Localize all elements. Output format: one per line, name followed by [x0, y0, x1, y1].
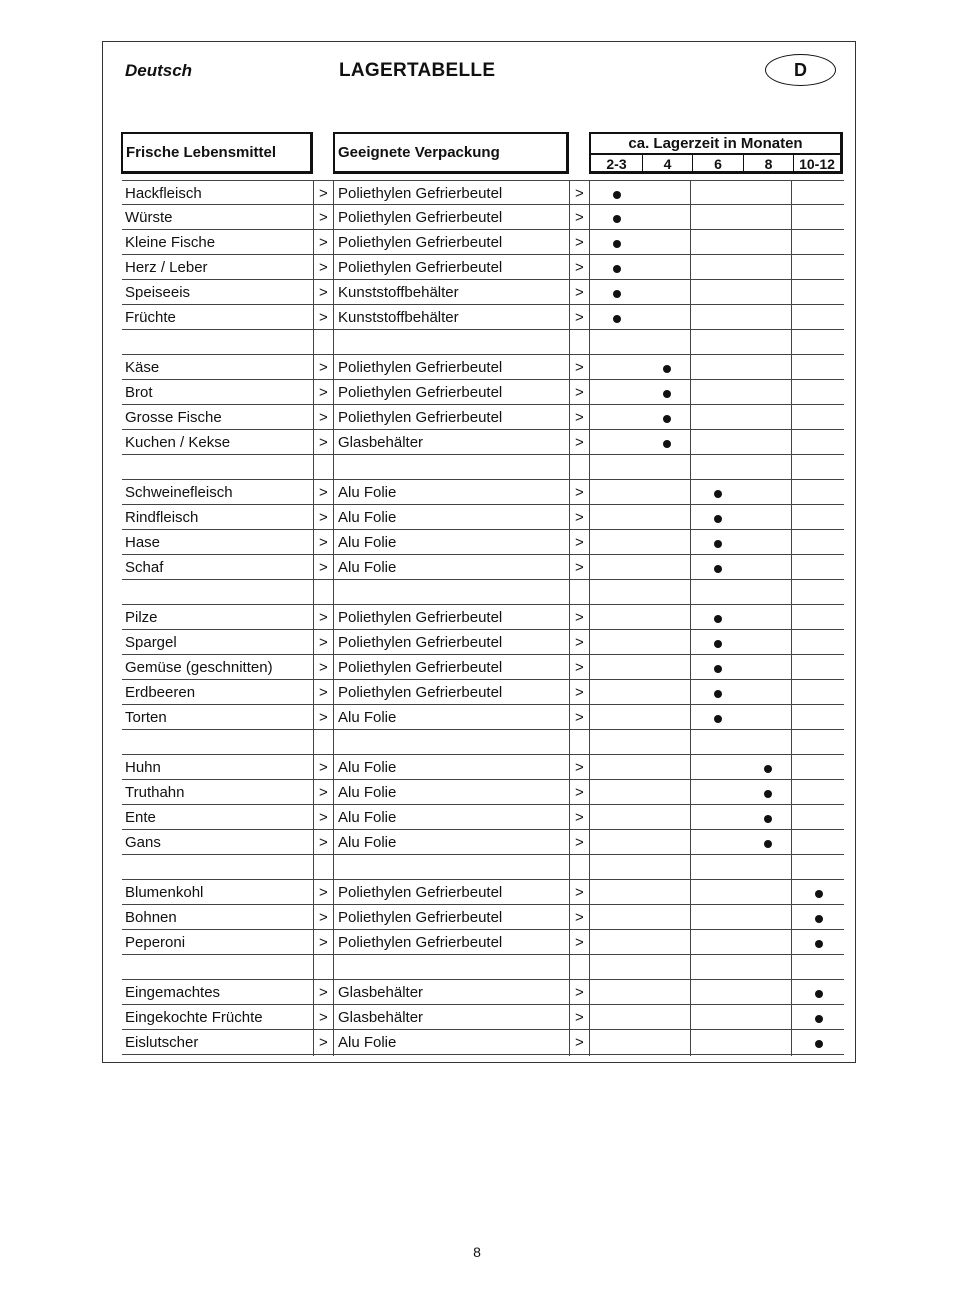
spacer-row — [122, 955, 844, 980]
food-name: Gans — [125, 834, 161, 851]
food-name: Kuchen / Kekse — [125, 434, 231, 451]
packaging-name: Poliethylen Gefrierbeutel — [338, 884, 503, 901]
table-row — [122, 230, 844, 255]
storage-dot — [815, 915, 823, 923]
table-row — [122, 705, 844, 730]
table-row — [122, 605, 844, 630]
arrow-marker: > — [319, 359, 328, 376]
table-row — [122, 1005, 844, 1030]
arrow-marker: > — [319, 309, 328, 326]
table-row — [122, 1030, 844, 1055]
food-name: Eingemachtes — [125, 984, 221, 1001]
storage-dot — [663, 440, 671, 448]
arrow-marker: > — [319, 934, 328, 951]
packaging-name: Alu Folie — [338, 559, 397, 576]
month-columns — [591, 155, 840, 174]
packaging-name: Poliethylen Gefrierbeutel — [338, 609, 503, 626]
storage-dot — [613, 290, 621, 298]
storage-dot — [714, 690, 722, 698]
food-name: Kleine Fische — [125, 234, 216, 251]
food-name: Würste — [125, 209, 173, 226]
food-name: Schaf — [125, 559, 164, 576]
table-row — [122, 805, 844, 830]
packaging-name: Poliethylen Gefrierbeutel — [338, 659, 503, 676]
food-name: Bohnen — [125, 909, 177, 926]
arrow-marker: > — [319, 484, 328, 501]
table-row — [122, 180, 844, 205]
spacer-row — [122, 855, 844, 880]
arrow-marker: > — [575, 309, 584, 326]
arrow-marker: > — [319, 609, 328, 626]
packaging-name: Alu Folie — [338, 484, 397, 501]
packaging-name: Kunststoffbehälter — [338, 309, 459, 326]
arrow-marker: > — [319, 1034, 328, 1051]
storage-dot — [764, 840, 772, 848]
food-name: Truthahn — [125, 784, 185, 801]
food-name: Speiseeis — [125, 284, 191, 301]
month-header-6: 6 — [692, 155, 743, 174]
arrow-marker: > — [575, 684, 584, 701]
arrow-marker: > — [575, 984, 584, 1001]
packaging-name: Alu Folie — [338, 759, 397, 776]
arrow-marker: > — [319, 185, 328, 202]
table-row — [122, 505, 844, 530]
month-header-8: 8 — [743, 155, 793, 174]
storage-dot — [764, 765, 772, 773]
storage-dot — [815, 1040, 823, 1048]
packaging-name: Alu Folie — [338, 1034, 397, 1051]
page-title: LAGERTABELLE — [339, 60, 496, 81]
arrow-marker: > — [319, 509, 328, 526]
storage-dot — [714, 515, 722, 523]
storage-dot — [815, 1015, 823, 1023]
arrow-marker: > — [575, 359, 584, 376]
arrow-marker: > — [575, 709, 584, 726]
food-name: Gemüse (geschnitten) — [125, 659, 273, 676]
packaging-name: Kunststoffbehälter — [338, 284, 459, 301]
table-row — [122, 980, 844, 1005]
arrow-marker: > — [319, 684, 328, 701]
arrow-marker: > — [575, 634, 584, 651]
table-row — [122, 405, 844, 430]
packaging-name: Glasbehälter — [338, 434, 424, 451]
storage-dot — [714, 615, 722, 623]
table-row — [122, 880, 844, 905]
storage-dot — [613, 215, 621, 223]
packaging-name: Alu Folie — [338, 509, 397, 526]
spacer-row — [122, 580, 844, 605]
packaging-name: Glasbehälter — [338, 984, 424, 1001]
storage-dot — [714, 665, 722, 673]
arrow-marker: > — [319, 209, 328, 226]
food-name: Erdbeeren — [125, 684, 196, 701]
arrow-marker: > — [575, 509, 584, 526]
arrow-marker: > — [319, 284, 328, 301]
arrow-marker: > — [575, 259, 584, 276]
arrow-marker: > — [575, 409, 584, 426]
food-name: Ente — [125, 809, 156, 826]
food-name: Spargel — [125, 634, 177, 651]
arrow-marker: > — [575, 884, 584, 901]
arrow-marker: > — [575, 834, 584, 851]
storage-dot — [764, 815, 772, 823]
food-column-header: Frische Lebensmittel — [121, 132, 313, 174]
arrow-marker: > — [319, 709, 328, 726]
packaging-name: Poliethylen Gefrierbeutel — [338, 384, 503, 401]
table-row — [122, 680, 844, 705]
packaging-name: Poliethylen Gefrierbeutel — [338, 234, 503, 251]
table-row — [122, 930, 844, 955]
food-name: Huhn — [125, 759, 161, 776]
food-name: Blumenkohl — [125, 884, 204, 901]
spacer-row — [122, 330, 844, 355]
food-name: Peperoni — [125, 934, 186, 951]
food-name: Herz / Leber — [125, 259, 208, 276]
arrow-marker: > — [575, 209, 584, 226]
arrow-marker: > — [575, 784, 584, 801]
table-row — [122, 555, 844, 580]
table-row — [122, 480, 844, 505]
arrow-marker: > — [575, 234, 584, 251]
packaging-name: Poliethylen Gefrierbeutel — [338, 634, 503, 651]
arrow-marker: > — [575, 1034, 584, 1051]
arrow-marker: > — [319, 759, 328, 776]
arrow-marker: > — [575, 659, 584, 676]
packaging-name: Alu Folie — [338, 709, 397, 726]
arrow-marker: > — [575, 909, 584, 926]
storage-dot — [613, 315, 621, 323]
storage-dot — [613, 265, 621, 273]
table-row — [122, 205, 844, 230]
storage-dot — [714, 565, 722, 573]
packaging-name: Poliethylen Gefrierbeutel — [338, 359, 503, 376]
food-name: Grosse Fische — [125, 409, 222, 426]
table-row — [122, 255, 844, 280]
language-label: Deutsch — [125, 61, 193, 80]
arrow-marker: > — [319, 259, 328, 276]
packaging-name: Alu Folie — [338, 834, 397, 851]
arrow-marker: > — [575, 484, 584, 501]
storage-dot — [663, 415, 671, 423]
arrow-marker: > — [319, 809, 328, 826]
food-name: Früchte — [125, 309, 176, 326]
arrow-marker: > — [575, 934, 584, 951]
arrow-marker: > — [319, 434, 328, 451]
packaging-name: Poliethylen Gefrierbeutel — [338, 684, 503, 701]
arrow-marker: > — [319, 884, 328, 901]
arrow-marker: > — [319, 1009, 328, 1026]
table-row — [122, 830, 844, 855]
packaging-name: Alu Folie — [338, 809, 397, 826]
arrow-marker: > — [319, 909, 328, 926]
storage-dot — [764, 790, 772, 798]
storage-dot — [714, 640, 722, 648]
arrow-marker: > — [575, 609, 584, 626]
table-row — [122, 780, 844, 805]
arrow-marker: > — [575, 809, 584, 826]
packaging-name: Poliethylen Gefrierbeutel — [338, 185, 503, 202]
table-row — [122, 630, 844, 655]
table-row — [122, 430, 844, 455]
packaging-column-header: Geeignete Verpackung — [333, 132, 569, 174]
arrow-marker: > — [319, 634, 328, 651]
arrow-marker: > — [319, 559, 328, 576]
arrow-marker: > — [575, 559, 584, 576]
table-row — [122, 380, 844, 405]
arrow-marker: > — [575, 434, 584, 451]
packaging-name: Glasbehälter — [338, 1009, 424, 1026]
storage-dot — [613, 191, 621, 199]
table-row — [122, 355, 844, 380]
packaging-name: Poliethylen Gefrierbeutel — [338, 409, 503, 426]
month-header-2-3: 2-3 — [606, 156, 627, 172]
table-row — [122, 305, 844, 330]
country-badge: D — [765, 54, 836, 86]
packaging-name: Poliethylen Gefrierbeutel — [338, 934, 503, 951]
arrow-marker: > — [575, 1009, 584, 1026]
storage-dot — [714, 715, 722, 723]
arrow-marker: > — [319, 534, 328, 551]
arrow-marker: > — [319, 384, 328, 401]
packaging-name: Poliethylen Gefrierbeutel — [338, 209, 503, 226]
storage-months-header — [589, 132, 843, 174]
table-row — [122, 755, 844, 780]
food-name: Rindfleisch — [125, 509, 199, 526]
arrow-marker: > — [319, 984, 328, 1001]
arrow-marker: > — [575, 534, 584, 551]
storage-dot — [613, 240, 621, 248]
food-name: Hase — [125, 534, 161, 551]
food-name: Eislutscher — [125, 1034, 199, 1051]
arrow-marker: > — [319, 234, 328, 251]
arrow-marker: > — [319, 784, 328, 801]
arrow-marker: > — [575, 284, 584, 301]
food-name: Käse — [125, 359, 160, 376]
table-row — [122, 905, 844, 930]
arrow-marker: > — [319, 659, 328, 676]
spacer-row — [122, 730, 844, 755]
table-row — [122, 280, 844, 305]
packaging-name: Alu Folie — [338, 784, 397, 801]
packaging-name: Poliethylen Gefrierbeutel — [338, 909, 503, 926]
food-name: Torten — [125, 709, 167, 726]
page-number: 8 — [473, 1244, 481, 1260]
month-header-4: 4 — [642, 155, 692, 174]
storage-table — [122, 180, 844, 1055]
storage-dot — [714, 540, 722, 548]
arrow-marker: > — [575, 384, 584, 401]
food-name: Schweinefleisch — [125, 484, 233, 501]
food-name: Brot — [125, 384, 153, 401]
arrow-marker: > — [575, 759, 584, 776]
packaging-name: Alu Folie — [338, 534, 397, 551]
storage-dot — [714, 490, 722, 498]
packaging-name: Poliethylen Gefrierbeutel — [338, 259, 503, 276]
month-header-10-12: 10-12 — [793, 155, 840, 174]
storage-dot — [663, 390, 671, 398]
arrow-marker: > — [319, 834, 328, 851]
arrow-marker: > — [575, 185, 584, 202]
food-name: Eingekochte Früchte — [125, 1009, 263, 1026]
spacer-row — [122, 455, 844, 480]
table-row — [122, 530, 844, 555]
storage-title: ca. Lagerzeit in Monaten — [591, 134, 840, 155]
storage-dot — [815, 890, 823, 898]
food-name: Pilze — [125, 609, 158, 626]
food-name: Hackfleisch — [125, 185, 202, 202]
table-row — [122, 655, 844, 680]
storage-dot — [663, 365, 671, 373]
arrow-marker: > — [319, 409, 328, 426]
storage-dot — [815, 990, 823, 998]
storage-dot — [815, 940, 823, 948]
